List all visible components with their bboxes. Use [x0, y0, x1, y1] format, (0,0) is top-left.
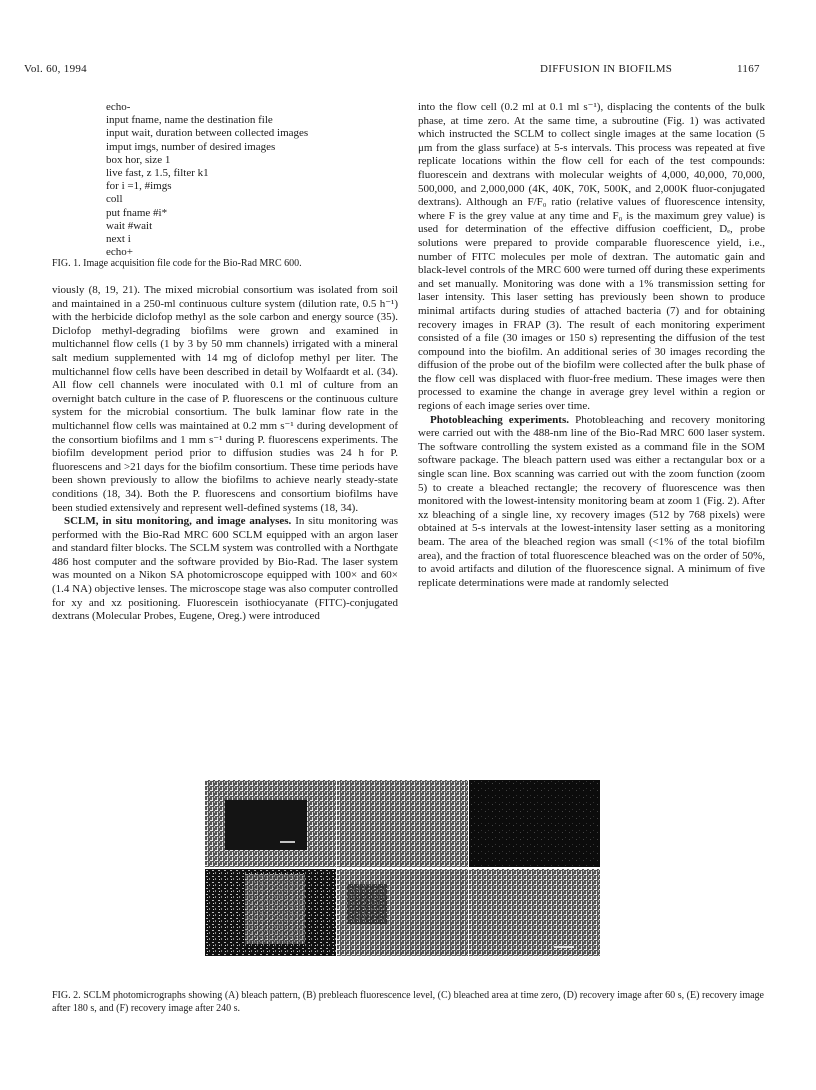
paragraph: viously (8, 19, 21). The mixed microbial consortium was isolated from soil and maintained in a 250-ml continuous culture system (dilution rate, 0.5 h⁻¹) with the herbicide diclofop methyl as the sole carbon and energy source (35). Diclofop methyl-degrading biofilms were grown and examined in multichannel flow cells (1 by 3 by 50 mm channels) irrigated with a mineral salt medium supplemented with 14 mg of diclofop methyl per liter. The multichannel flow cells have been described in detail by Wolfaardt et al. (34). All flow cell channels were inoculated with 0.1 ml of culture from an overnight batch culture in the case of P. fluorescens or the continuous culture system for the microbial consortium. The bulk laminar flow rate in the multichannel flow cells was maintained at 0.2 mm s⁻¹ during development of the consortium biofilms and 1 mm s⁻¹ during P. fluorescens experiments. The biofilm development period prior to diffusion studies was 24 h for P. fluorescens and >21 days for the biofilm consortium. These time periods have been shown previously to allow the biofilms to achieve nearly steady-state conditions (18, 34). Both the P. fluorescens and consortium biofilms have been studied extensively and represent well-defined systems (18, 34). — [52, 284, 398, 514]
micrograph-c — [469, 780, 600, 867]
right-column — [418, 101, 765, 590]
fig2-caption: FIG. 2. SCLM photomicrographs showing (A) bleach pattern, (B) prebleach fluorescence level, (C) bleached area at time zero, (D) recovery image after 60 s, (E) recovery image after 180 s, and (F) recovery image after 240 s. — [52, 990, 764, 1014]
code-line: input wait, duration between collected images — [106, 127, 309, 140]
figure-panel-a — [205, 780, 336, 867]
left-column — [52, 284, 398, 624]
code-line: coll — [106, 193, 123, 206]
micrograph-b — [337, 780, 468, 867]
code-line: live fast, z 1.5, filter k1 — [106, 167, 209, 180]
page-number: 1167 — [737, 63, 760, 75]
code-line: input fname, name the destination file — [106, 114, 273, 127]
figure-panel-c — [469, 780, 600, 867]
code-line: echo+ — [106, 246, 133, 259]
running-header-volume: Vol. 60, 1994 — [24, 63, 87, 75]
micrograph-e — [337, 869, 468, 956]
paragraph: into the flow cell (0.2 ml at 0.1 ml s⁻¹), displacing the contents of the bulk phase, at time zero. At the same time, a subroutine (Fig. 1) was activated which instructed the SCLM to collect single images at the same location (5 μm from the glass surface) at 5-s intervals. This process was repeated at five replicate locations within the flow cell for each of the test compounds: fluorescein and dextrans with molecular weights of 4,000, 40,000, 70,000, 500,000, and 2,000,000 (4K, 40K, 70K, 500K, and 2,000K fluor-conjugated dextrans). Although an F/F₀ ratio (relative values of fluorescence intensity, where F is the grey value at any time and F₀ is the maximum grey value) is used for determination of the effective diffusion coefficient, Dₑ, probe solutions were prepared to provide comparable fluorescence yield, i.e., number of FITC molecules per mole of dextran. The automatic gain and black-level controls of the MRC 600 were turned off during these experiments and set manually. Monitoring was done with a 1% transmission setting for laser intensity. This laser setting has previously been shown to produce minimal artifacts during studies of attached bacteria (7) and for obtaining recovery images in FRAP (3). The result of each monitoring experiment consisted of a file (30 images or 150 s) representing the diffusion of the test compound into the biofilm. An additional series of 30 images recording the diffusion of the probe out of the biofilm were collected after the bulk phase of the flow cell was displaced with fluor-free medium. These images were then processed to examine the change in average grey level within a region or regions of each image series over time. — [418, 101, 765, 413]
fig1-caption: FIG. 1. Image acquisition file code for the Bio-Rad MRC 600. — [52, 258, 302, 269]
figure-panel-f — [469, 869, 600, 956]
code-listing — [106, 101, 308, 259]
figure-panel-e — [337, 869, 468, 956]
figure-panel-b — [337, 780, 468, 867]
paragraph-text: In situ monitoring was performed with the Bio-Rad MRC 600 SCLM equipped with an argon laser and standard filter blocks. The SCLM system was controlled with a Northgate 486 host computer and the software provided by Bio-Rad. The laser system was mounted on a Nikon SA photomicroscope equipped with 100× and 60× (1.4 NA) objective lenses. The microscope stage was also computer controlled for xy and xz positioning. Fluorescein isothiocyanate (FITC)-conjugated dextrans (Molecular Probes, Eugene, Oreg.) were introduced — [52, 515, 398, 623]
paragraph — [418, 414, 765, 591]
paragraph — [52, 515, 398, 624]
code-line: box hor, size 1 — [106, 153, 171, 166]
code-line: wait #wait — [106, 219, 153, 232]
code-line: put fname #i* — [106, 206, 168, 219]
code-line: next i — [106, 233, 131, 246]
code-line: imput imgs, number of desired images — [106, 140, 276, 153]
section-heading: SCLM, in situ monitoring, and image analyses. — [64, 515, 292, 528]
micrograph-d — [205, 869, 336, 956]
code-line: for i =1, #imgs — [106, 180, 172, 193]
running-header-title: DIFFUSION IN BIOFILMS — [540, 63, 673, 75]
micrograph-a — [205, 780, 336, 867]
micrograph-f — [469, 869, 600, 956]
figure-panel-d — [205, 869, 336, 956]
section-heading: Photobleaching experiments. — [430, 413, 569, 426]
paragraph-text: Photobleaching and recovery monitoring were carried out with the 488-nm line of the Bio-Rad MRC 600 laser system. The software controlling the system existed as a command file in the SOM software package. The bleach pattern used was either a rectangular box or a single scan line. Box scanning was carried out with the zoom function (zoom 5) to create a bleached rectangle; the recovery of fluorescence was then monitored with the lowest-intensity monitoring beam at zoom 1 (Fig. 2). After xz bleaching of a single line, xy recovery images (512 by 768 pixels) were obtained at 5-s intervals at the lowest-intensity laser setting as a monitoring beam. The area of the bleached region was small (<1% of the total biofilm area), and the fraction of total fluorescence bleached was on the order of 50%, to avoid artifacts and dilution of the fluorescence signal. A minimum of five replicate determinations were made at randomly selected — [418, 413, 765, 589]
code-line: echo- — [106, 101, 131, 113]
